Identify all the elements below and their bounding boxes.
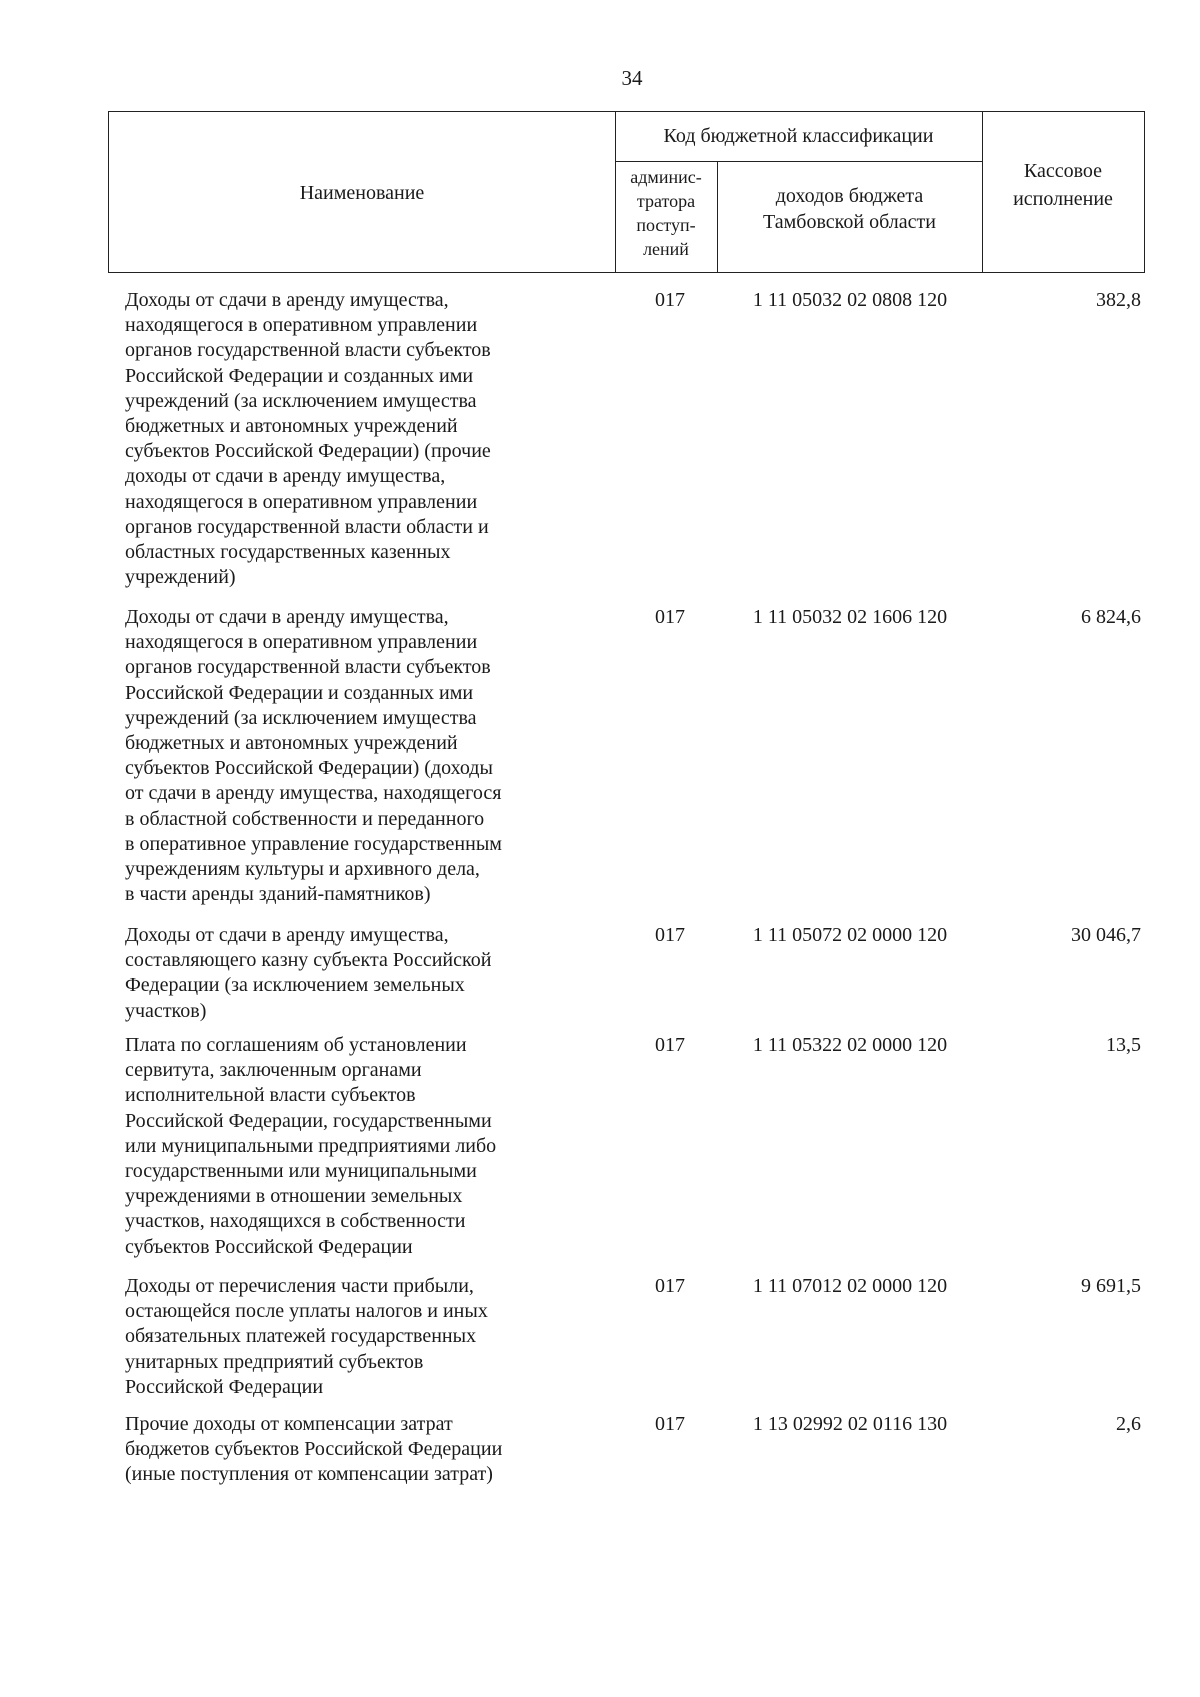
row-income-code: 1 13 02992 02 0116 130 [752, 1413, 948, 1435]
row-admin-code: 017 [655, 289, 685, 311]
row-income-code: 1 11 05322 02 0000 120 [752, 1034, 948, 1056]
header-classification: Код бюджетной классификации [663, 125, 934, 147]
row-income-code: 1 11 07012 02 0000 120 [752, 1275, 948, 1297]
row-name: Доходы от сдачи в аренду имущества, составляющего казну субъекта Российской Федерации (за исключением земельных участков) [125, 924, 492, 1022]
row-name: Прочие доходы от компенсации затрат бюджетов субъектов Российской Федерации (иные поступления от компенсации затрат) [125, 1413, 503, 1486]
row-admin-code: 017 [655, 606, 685, 628]
row-income-code: 1 11 05032 02 0808 120 [752, 289, 948, 311]
row-amount: 382,8 [1096, 289, 1141, 311]
table-header [108, 111, 1145, 273]
row-income-code: 1 11 05032 02 1606 120 [752, 606, 948, 628]
row-admin-code: 017 [655, 1275, 685, 1297]
header-execution: Кассовое исполнение [1013, 160, 1113, 210]
row-amount: 9 691,5 [1081, 1275, 1141, 1297]
row-name: Плата по соглашениям об установлении сервитута, заключенным органами исполнительной власти субъектов Российской Федерации, государственными или муниципальными предприятиями либо государственными или муниципальными учреждениями в отношении земельных участков, находящихся в собственности субъектов Российской Федерации [125, 1034, 497, 1258]
row-amount: 2,6 [1116, 1413, 1141, 1435]
row-admin-code: 017 [655, 1034, 685, 1056]
row-name: Доходы от сдачи в аренду имущества, находящегося в оперативном управлении органов государственной власти субъектов Российской Федерации и созданных ими учреждений (за исключением имущества бюджетных и автономных учреждений субъектов Российской Федерации) (доходы от сдачи в аренду имущества, находящегося в областной собственности и переданного в оперативное управление государственным учреждениям культуры и архивного дела, в части аренды зданий-памятников) [125, 606, 502, 906]
row-name: Доходы от сдачи в аренду имущества, находящегося в оперативном управлении органов государственной власти субъектов Российской Федерации и созданных ими учреждений (за исключением имущества бюджетных и автономных учреждений субъектов Российской Федерации) (прочие доходы от сдачи в аренду имущества, находящегося в оперативном управлении органов государственной власти области и областных государственных казенных учреждений) [125, 289, 491, 589]
header-administrator: админис- тратора поступ- лений [630, 167, 702, 259]
header-income-code: доходов бюджета Тамбовской области [763, 185, 936, 233]
row-amount: 30 046,7 [1071, 924, 1141, 946]
header-name: Наименование [299, 182, 425, 204]
row-income-code: 1 11 05072 02 0000 120 [752, 924, 948, 946]
row-amount: 13,5 [1106, 1034, 1141, 1056]
row-amount: 6 824,6 [1081, 606, 1141, 628]
row-admin-code: 017 [655, 924, 685, 946]
row-admin-code: 017 [655, 1413, 685, 1435]
row-name: Доходы от перечисления части прибыли, остающейся после уплаты налогов и иных обязательных платежей государственных унитарных предприятий субъектов Российской Федерации [125, 1275, 488, 1398]
header-divider [615, 161, 982, 162]
page-number: 34 [621, 66, 643, 90]
